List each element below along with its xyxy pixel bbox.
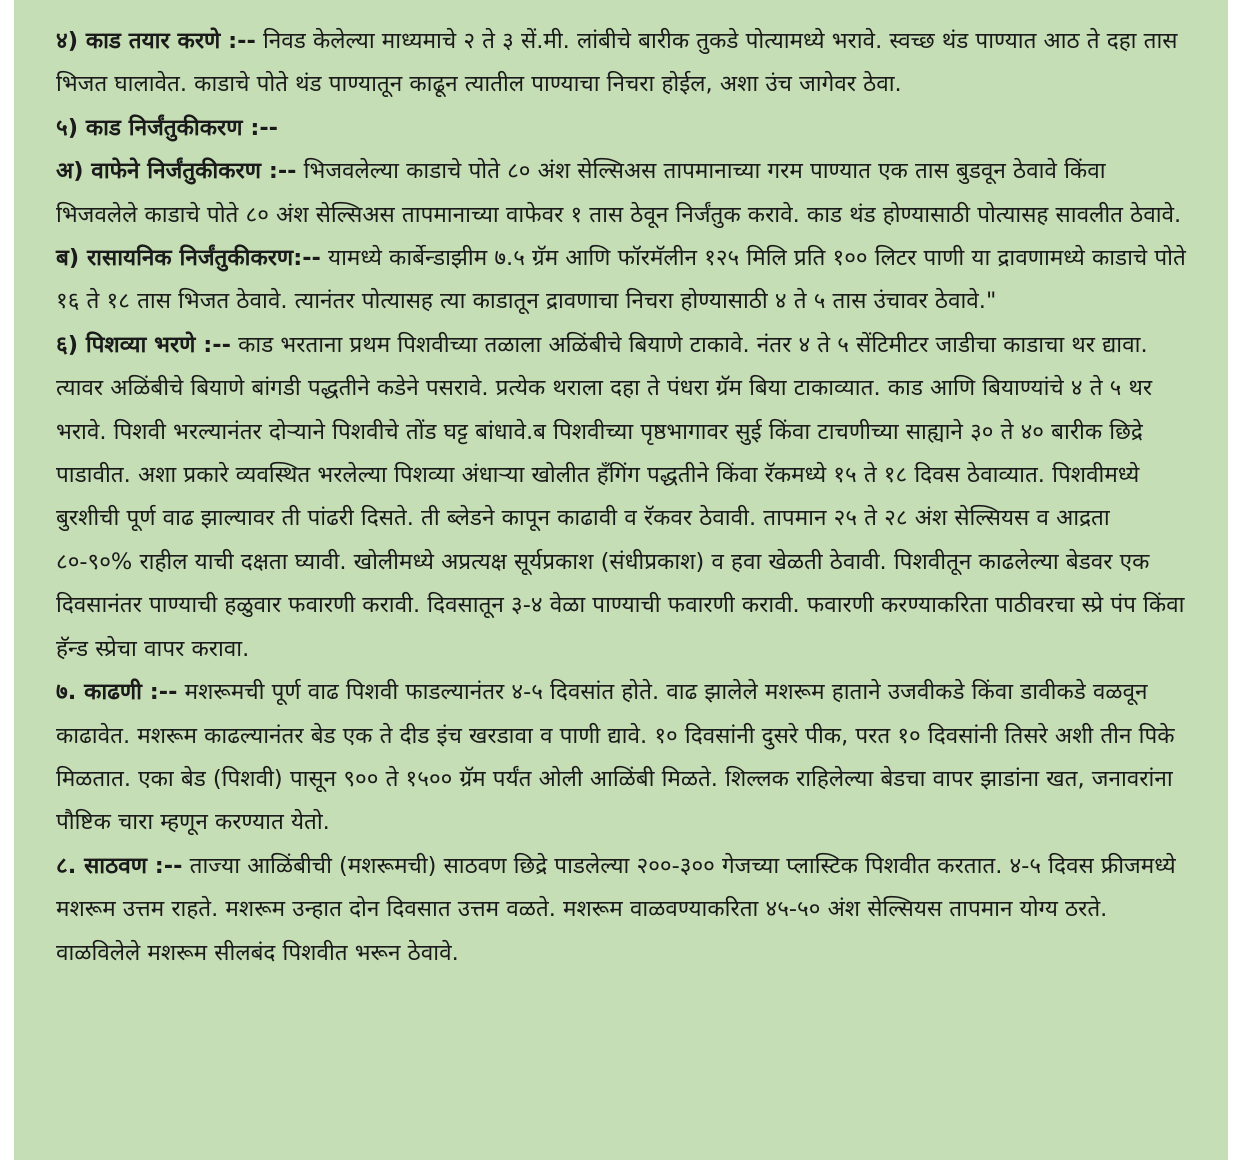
section-heading: अ) वाफेने निर्जंतुकीकरण :-- — [56, 158, 297, 185]
section-body: मशरूमची पूर्ण वाढ पिशवी फाडल्यानंतर ४-५ दिवसांत होते. वाढ झालेले मशरूम हाताने उजवीकडे किंवा डावीकडे वळवून काढावेत. मशरूम काढल्यानंतर बेड एक ते दीड इंच खरडावा व पाणी द्यावे. १० दिवसांनी दुसरे पीक, परत १० दिवसांनी तिसरे अशी तीन पिके मिळतात. एका बेड (पिशवी) पासून ९०० ते १५०० ग्रॅम पर्यंत ओली आळिंबी मिळते. शिल्लक राहिलेल्या बेडचा वापर झाडांना खत, जनावरांना पौष्टिक चारा म्हणून करण्यात येतो. — [56, 679, 1175, 836]
section-heading: ब) रासायनिक निर्जंतुकीकरण:-- — [56, 245, 321, 272]
section-heading: ८. साठवण :-- — [56, 852, 183, 879]
section-step-6 — [56, 324, 1188, 671]
section-step-5a — [56, 150, 1188, 237]
section-step-7 — [56, 671, 1188, 845]
section-step-5b — [56, 237, 1188, 324]
section-heading: ६) पिशव्या भरणे :-- — [56, 331, 231, 358]
section-heading: ४) काड तयार करणे :-- — [56, 28, 256, 54]
section-body: काड भरताना प्रथम पिशवीच्या तळाला अळिंबीचे बियाणे टाकावे. नंतर ४ ते ५ सेंटिमीटर जाडीचा काडाचा थर द्यावा. त्यावर अळिंबीचे बियाणे बांगडी पद्धतीने कडेने पसरावे. प्रत्येक थराला दहा ते पंधरा ग्रॅम बिया टाकाव्यात. काड आणि बियाण्यांचे ४ ते ५ थर भरावे. पिशवी भरल्यानंतर दोऱ्याने पिशवीचे तोंड घट्ट बांधावे.ब पिशवीच्या पृष्ठभागावर सुई किंवा टाचणीच्या साह्याने ३० ते ४० बारीक छिद्रे पाडावीत. अशा प्रकारे व्यवस्थित भरलेल्या पिशव्या अंधाऱ्या खोलीत हँगिंग पद्धतीने किंवा रॅकमध्ये १५ ते १८ दिवस ठेवाव्यात. पिशवीमध्ये बुरशीची पूर्ण वाढ झाल्यावर ती पांढरी दिसते. ती ब्लेडने कापून काढावी व रॅकवर ठेवावी. तापमान २५ ते २८ अंश सेल्सियस व आद्रता ८०-९०% राहील याची दक्षता घ्यावी. खोलीमध्ये अप्रत्यक्ष सूर्यप्रकाश (संधीप्रकाश) व हवा खेळती ठेवावी. पिशवीतून काढलेल्या बेडवर एक दिवसानंतर पाण्याची हळुवार फवारणी करावी. दिवसातून ३-४ वेळा पाण्याची फवारणी करावी. फवारणी करण्याकरिता पाठीवरचा स्प्रे पंप किंवा हॅन्ड स्प्रेचा वापर करावा. — [56, 331, 1185, 662]
section-body: निवड केलेल्या माध्यमाचे २ ते ३ सें.मी. लांबीचे बारीक तुकडे पोत्यामध्ये भरावे. स्वच्छ थंड पाण्यात आठ ते दहा तास भिजत घालावेत. काडाचे पोते थंड पाण्यातून काढून त्यातील पाण्याचा निचरा होईल, अशा उंच जागेवर ठेवा. — [56, 28, 1178, 98]
section-step-8 — [56, 845, 1188, 975]
section-step-5 — [56, 107, 1188, 150]
section-heading: ५) काड निर्जंतुकीकरण :-- — [56, 114, 278, 141]
section-step-4 — [56, 20, 1188, 107]
section-body: ताज्या आळिंबीची (मशरूमची) साठवण छिद्रे पाडलेल्या २००-३०० गेजच्या प्लास्टिक पिशवीत करतात. ४-५ दिवस फ्रीजमध्ये मशरूम उत्तम राहते. मशरूम उन्हात दोन दिवसात उत्तम वळते. मशरूम वाळवण्याकरिता ४५-५० अंश सेल्सियस तापमान योग्य ठरते. वाळविलेले मशरूम सीलबंद पिशवीत भरून ठेवावे. — [56, 852, 1176, 966]
document-panel — [14, 0, 1228, 1160]
section-body: यामध्ये कार्बेन्डाझीम ७.५ ग्रॅम आणि फॉरमॅलीन १२५ मिलि प्रति १०० लिटर पाणी या द्रावणामध्ये काडाचे पोते १६ ते १८ तास भिजत ठेवावे. त्यानंतर पोत्यासह त्या काडातून द्रावणाचा निचरा होण्यासाठी ४ ते ५ तास उंचावर ठेवावे." — [56, 245, 1186, 315]
section-body: भिजवलेल्या काडाचे पोते ८० अंश सेल्सिअस तापमानाच्या गरम पाण्यात एक तास बुडवून ठेवावे किंवा भिजवलेले काडाचे पोते ८० अंश सेल्सिअस तापमानाच्या वाफेवर १ तास ठेवून निर्जंतुक करावे. काड थंड होण्यासाठी पोत्यासह सावलीत ठेवावे. — [56, 158, 1182, 228]
section-heading: ७. काढणी :-- — [56, 679, 178, 706]
